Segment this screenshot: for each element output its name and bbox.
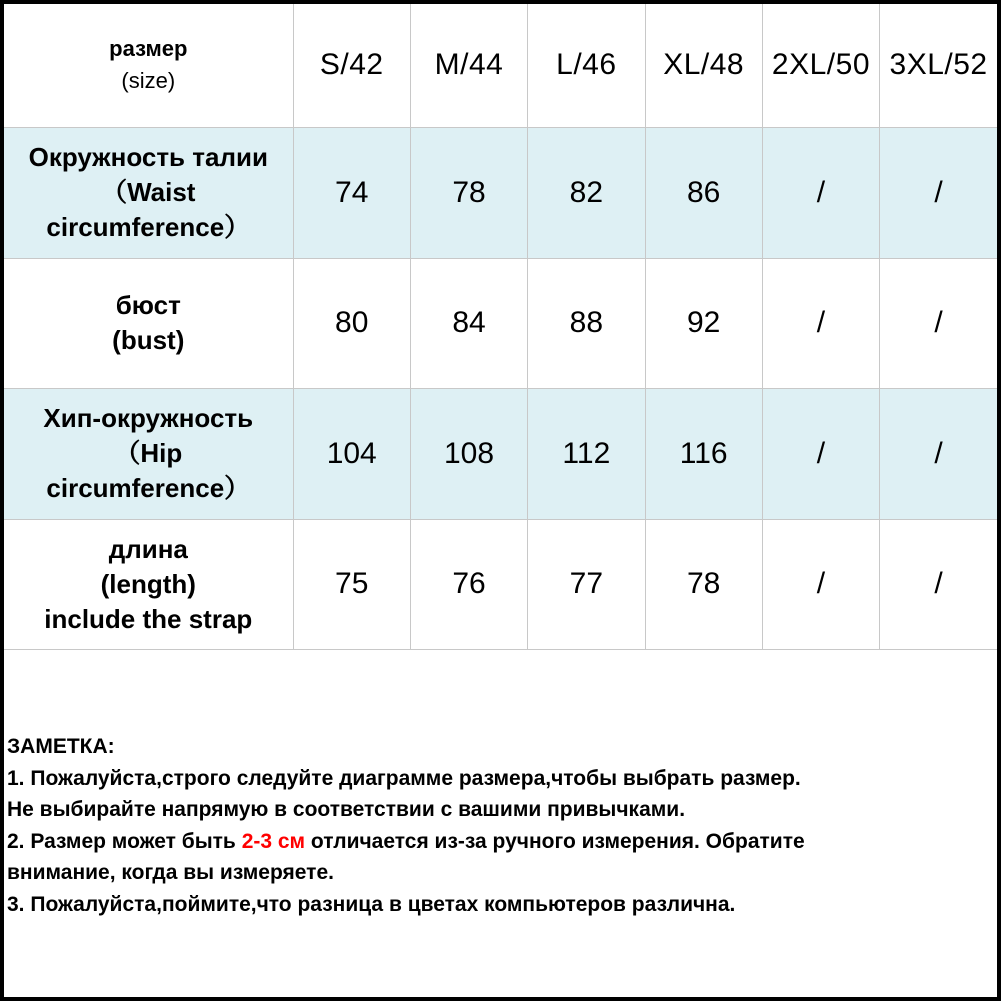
row-label-length (4, 519, 293, 649)
row-label-line: бюст (115, 290, 181, 320)
table-row-bust (4, 258, 997, 388)
notes-title: ЗАМЕТКА: (7, 735, 115, 758)
row-label-line: （Hip (114, 438, 183, 468)
table-cell: 108 (410, 388, 527, 519)
row-label-line: （Waist (101, 177, 196, 207)
note-text: отличается из-за ручного измерения. Обратите (305, 829, 805, 853)
table-cell: / (762, 127, 879, 258)
table-cell: / (880, 258, 997, 388)
table-cell: / (762, 519, 879, 649)
table-cell: 77 (528, 519, 645, 649)
header-row (4, 4, 997, 127)
table-cell: / (762, 388, 879, 519)
table-cell: 84 (410, 258, 527, 388)
table-cell: 104 (293, 388, 410, 519)
row-label-line: Окружность талии (28, 142, 268, 172)
highlighted-tolerance: 2-3 см (241, 829, 306, 853)
table-cell: 80 (293, 258, 410, 388)
note-line: внимание, когда вы измеряете. (7, 861, 334, 884)
table-cell: 116 (645, 388, 762, 519)
table-cell: 78 (410, 127, 527, 258)
size-col-header: 2XL/50 (762, 4, 879, 127)
size-header-en: (size) (121, 68, 176, 94)
table-row-length (4, 519, 997, 649)
table-cell: 112 (528, 388, 645, 519)
note-line: 1. Пожалуйста,строго следуйте диаграмме размера,чтобы выбрать размер. (7, 766, 801, 790)
table-cell: 88 (528, 258, 645, 388)
row-label-line: (length) (100, 568, 196, 599)
table-row-waist (4, 127, 997, 258)
table-cell: 82 (528, 127, 645, 258)
size-col-header: L/46 (528, 4, 645, 127)
table-cell: / (880, 519, 997, 649)
table-cell: 76 (410, 519, 527, 649)
row-label-line: circumference） (46, 473, 251, 503)
size-col-header: M/44 (410, 4, 527, 127)
size-col-header: XL/48 (645, 4, 762, 127)
table-cell: / (762, 258, 879, 388)
table-row-hip (4, 388, 997, 519)
row-label-hip (4, 388, 293, 519)
table-cell: 92 (645, 258, 762, 388)
table-cell: 74 (293, 127, 410, 258)
note-line: 3. Пожалуйста,поймите,что разница в цветах компьютеров различна. (7, 892, 736, 916)
row-label-line: длина (108, 533, 188, 564)
note-line-with-highlight (7, 826, 993, 858)
row-label-line: circumference） (46, 212, 251, 242)
table-cell: / (880, 388, 997, 519)
note-text: 2. Размер может быть (7, 829, 242, 853)
table-cell: 78 (645, 519, 762, 649)
size-col-header: 3XL/52 (880, 4, 997, 127)
size-col-header: S/42 (293, 4, 410, 127)
size-table (4, 4, 997, 650)
row-label-line: Хип-окружность (43, 403, 254, 433)
row-label-bust (4, 258, 293, 388)
table-cell: / (880, 127, 997, 258)
row-label-line: include the strap (44, 603, 253, 634)
row-label-line: (bust) (112, 325, 185, 355)
size-header-cell (4, 4, 293, 127)
row-label-waist (4, 127, 293, 258)
table-cell: 75 (293, 519, 410, 649)
notes-section (7, 731, 993, 920)
table-cell: 86 (645, 127, 762, 258)
size-header-ru: размер (109, 36, 188, 62)
note-line: Не выбирайте напрямую в соответствии с вашими привычками. (7, 798, 686, 821)
